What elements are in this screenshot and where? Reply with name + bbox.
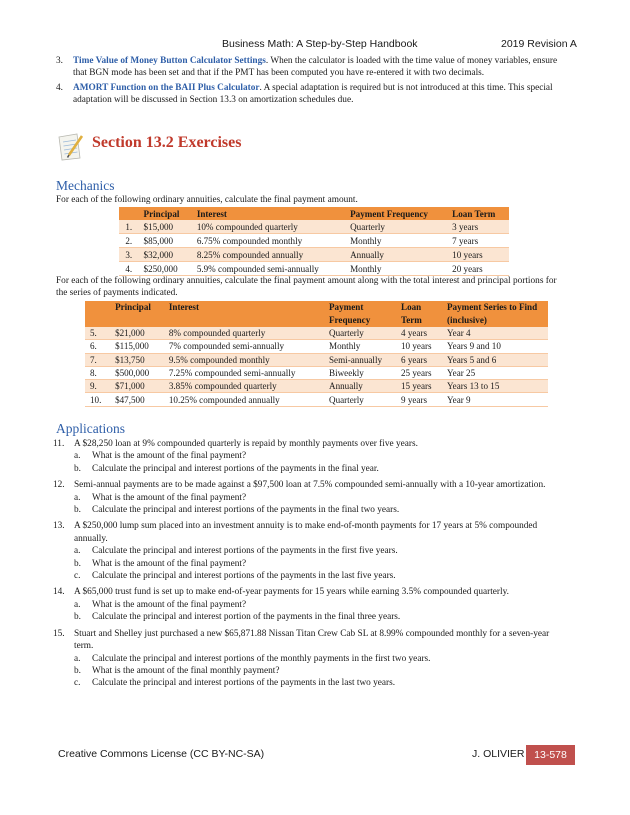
table-cell: 7.25% compounded semi-annually <box>164 366 324 379</box>
table-cell: 25 years <box>396 366 442 379</box>
part-text: Calculate the principal and interest portions of the payments in the first five years. <box>92 546 398 557</box>
col-header-series: Payment Series to Find (inclusive) <box>442 301 548 327</box>
table-header-row <box>85 301 548 327</box>
table-cell: Years 13 to 15 <box>442 380 548 393</box>
revision-label: 2019 Revision A <box>501 38 577 50</box>
col-header-interest: Interest <box>192 207 345 220</box>
table-cell: Annually <box>324 380 396 393</box>
question-number: 15. <box>53 628 65 639</box>
question-text: Stuart and Shelley just purchased a new $65,871.88 Nissan Titan Crew Cab SL at 8.99% compounded monthly for a seven-year term. <box>74 628 550 652</box>
section-title: Section 13.2 Exercises <box>92 134 242 151</box>
question-number: 13. <box>53 521 65 532</box>
table-cell: 7 years <box>447 234 509 248</box>
part-text: What is the amount of the final payment? <box>92 599 247 610</box>
part-letter: a. <box>74 546 81 557</box>
question-text: Semi-annual payments are to be made against a $97,500 loan at 7.5% compounded semi-annually with a 10-year amortization. <box>74 480 546 491</box>
mechanics-intro-2: For each of the following ordinary annuities, calculate the final payment amount along with the total interest and principal portions for the series of payments indicated. <box>56 276 557 298</box>
author-name: J. OLIVIER <box>472 748 525 760</box>
table-cell: 8.25% compounded annually <box>192 248 345 262</box>
table-row <box>119 248 509 262</box>
table-row <box>85 327 548 340</box>
part-letter: a. <box>74 451 81 462</box>
part-letter: a. <box>74 492 81 503</box>
question-part <box>56 504 568 516</box>
part-letter: b. <box>74 463 81 474</box>
notepad-pencil-icon <box>56 131 84 161</box>
question-text: A $250,000 lump sum placed into an investment annuity is to make end-of-month payments for 17 years at 5% compounded annually. <box>74 521 538 544</box>
table-cell: 10.25% compounded annually <box>164 393 324 406</box>
mechanics-intro-1: For each of the following ordinary annuities, calculate the final payment amount. <box>56 195 358 205</box>
table-cell: Monthly <box>324 340 396 353</box>
table-cell: $500,000 <box>110 366 164 379</box>
table-cell: Years 9 and 10 <box>442 340 548 353</box>
table-cell: Monthly <box>345 234 447 248</box>
table-cell: 5. <box>85 327 110 340</box>
part-letter: b. <box>74 505 81 516</box>
question-part <box>56 463 568 475</box>
tip-text: . When the calculator is loaded with the time value of money variables, ensure that BGN mode has been set and that if the PMT has been computed you have re-entered it with two decimals. <box>73 56 558 79</box>
page-footer <box>0 745 630 765</box>
part-text: What is the amount of the final payment? <box>92 558 247 569</box>
question-item <box>53 586 568 623</box>
question-part <box>56 492 568 504</box>
part-text: Calculate the principal and interest portions of the monthly payments in the first two years. <box>92 653 431 664</box>
table-cell: Year 25 <box>442 366 548 379</box>
question-item <box>53 479 568 516</box>
question-part <box>56 677 568 689</box>
part-text: Calculate the principal and interest portions of the payments in the final year. <box>92 463 379 474</box>
part-text: What is the amount of the final payment? <box>92 492 247 503</box>
question-part <box>56 599 568 611</box>
mechanics-heading: Mechanics <box>56 178 115 193</box>
table-cell: $115,000 <box>110 340 164 353</box>
applications-list <box>53 438 568 694</box>
applications-heading: Applications <box>56 421 125 436</box>
question-text: A $28,250 loan at 9% compounded quarterly is repaid by monthly payments over five years. <box>74 439 418 449</box>
table-cell: $85,000 <box>139 234 192 248</box>
part-letter: c. <box>74 571 81 582</box>
table-cell: 15 years <box>396 380 442 393</box>
question-item <box>53 628 568 690</box>
page-number: 13-578 <box>526 745 575 765</box>
table-cell: 4. <box>119 262 139 276</box>
part-letter: c. <box>74 678 81 689</box>
table-row <box>85 393 548 406</box>
tip-item <box>56 82 571 107</box>
tip-text: . A special adaptation is required but is not introduced at this time. This special adaptation will be discussed in Section 13.3 on amortization schedules due. <box>73 82 553 106</box>
part-text: Calculate the principal and interest portions of the payments in the final two years. <box>92 505 400 516</box>
table-cell: 20 years <box>447 262 509 276</box>
table-cell: Monthly <box>345 262 447 276</box>
question-part <box>56 665 568 677</box>
table-cell: $13,750 <box>110 353 164 366</box>
question-part <box>56 558 568 570</box>
table-cell: 3 years <box>447 220 509 234</box>
table-cell: Annually <box>345 248 447 262</box>
table-cell: 3. <box>119 248 139 262</box>
col-header-number <box>85 301 110 327</box>
part-letter: a. <box>74 599 81 610</box>
question-part <box>56 570 568 582</box>
question-item <box>53 520 568 582</box>
col-header-frequency: Payment Frequency <box>324 301 396 327</box>
part-letter: b. <box>74 665 81 676</box>
table-row <box>119 220 509 234</box>
table-cell: Biweekly <box>324 366 396 379</box>
table-cell: 9.5% compounded monthly <box>164 353 324 366</box>
table-row <box>85 353 548 366</box>
table-cell: Quarterly <box>324 327 396 340</box>
question-text: A $65,000 trust fund is set up to make end-of-year payments for 15 years while earning 3.5% compounded quarterly. <box>74 587 509 598</box>
table-cell: $21,000 <box>110 327 164 340</box>
col-header-number <box>119 207 139 220</box>
table-cell: 10 years <box>447 248 509 262</box>
table-cell: 6 years <box>396 353 442 366</box>
question-number: 12. <box>53 480 65 491</box>
tip-link[interactable]: Time Value of Money Button Calculator Settings <box>73 56 266 66</box>
col-header-principal: Principal <box>139 207 192 220</box>
col-header-term: Loan Term <box>396 301 442 327</box>
col-header-frequency: Payment Frequency <box>345 207 447 220</box>
part-text: Calculate the principal and interest portion of the payments in the final three years. <box>92 612 401 623</box>
book-title: Business Math: A Step-by-Step Handbook <box>222 38 418 50</box>
table-cell: $47,500 <box>110 393 164 406</box>
question-part <box>56 545 568 557</box>
table-cell: 7. <box>85 353 110 366</box>
col-header-term: Loan Term <box>447 207 509 220</box>
table-cell: 10 years <box>396 340 442 353</box>
table-cell: Quarterly <box>324 393 396 406</box>
table-cell: 3.85% compounded quarterly <box>164 380 324 393</box>
table-cell: $71,000 <box>110 380 164 393</box>
tips-list <box>56 55 571 109</box>
question-part <box>56 611 568 623</box>
table-cell: $250,000 <box>139 262 192 276</box>
table-cell: 1. <box>119 220 139 234</box>
part-text: Calculate the principal and interest portions of the payments in the last five years. <box>92 571 396 582</box>
tip-number: 4. <box>56 82 63 93</box>
table-cell: 10% compounded quarterly <box>192 220 345 234</box>
table-cell: 7% compounded semi-annually <box>164 340 324 353</box>
question-item <box>53 438 568 475</box>
table-cell: 5.9% compounded semi-annually <box>192 262 345 276</box>
table-cell: 10. <box>85 393 110 406</box>
table-cell: Years 5 and 6 <box>442 353 548 366</box>
tip-link[interactable]: AMORT Function on the BAII Plus Calculator <box>73 82 260 93</box>
table-row <box>85 366 548 379</box>
part-text: What is the amount of the final payment? <box>92 451 247 462</box>
tip-item <box>56 55 571 80</box>
table-cell: 4 years <box>396 327 442 340</box>
tip-number: 3. <box>56 56 63 66</box>
table-cell: Quarterly <box>345 220 447 234</box>
table-cell: $15,000 <box>139 220 192 234</box>
table-row <box>119 234 509 248</box>
table-cell: 8% compounded quarterly <box>164 327 324 340</box>
table-cell: Year 9 <box>442 393 548 406</box>
table-header-row <box>119 207 509 220</box>
annuity-table-1 <box>119 207 509 276</box>
part-letter: b. <box>74 612 81 623</box>
table-cell: 9 years <box>396 393 442 406</box>
part-text: Calculate the principal and interest portions of the payments in the last two years. <box>92 678 396 689</box>
table-cell: $32,000 <box>139 248 192 262</box>
table-cell: 2. <box>119 234 139 248</box>
col-header-interest: Interest <box>164 301 324 327</box>
table-cell: Year 4 <box>442 327 548 340</box>
table-row <box>85 340 548 353</box>
part-letter: a. <box>74 653 81 664</box>
question-part <box>56 450 568 462</box>
table-cell: 6.75% compounded monthly <box>192 234 345 248</box>
col-header-principal: Principal <box>110 301 164 327</box>
part-letter: b. <box>74 558 81 569</box>
table-cell: 9. <box>85 380 110 393</box>
table-row <box>119 262 509 276</box>
table-cell: 8. <box>85 366 110 379</box>
question-number: 11. <box>53 439 65 449</box>
table-row <box>85 380 548 393</box>
license-text: Creative Commons License (CC BY-NC-SA) <box>58 748 265 760</box>
question-number: 14. <box>53 587 65 598</box>
question-part <box>56 653 568 665</box>
part-text: What is the amount of the final monthly payment? <box>92 665 280 676</box>
table-cell: Semi-annually <box>324 353 396 366</box>
table-cell: 6. <box>85 340 110 353</box>
annuity-table-2 <box>85 301 548 407</box>
